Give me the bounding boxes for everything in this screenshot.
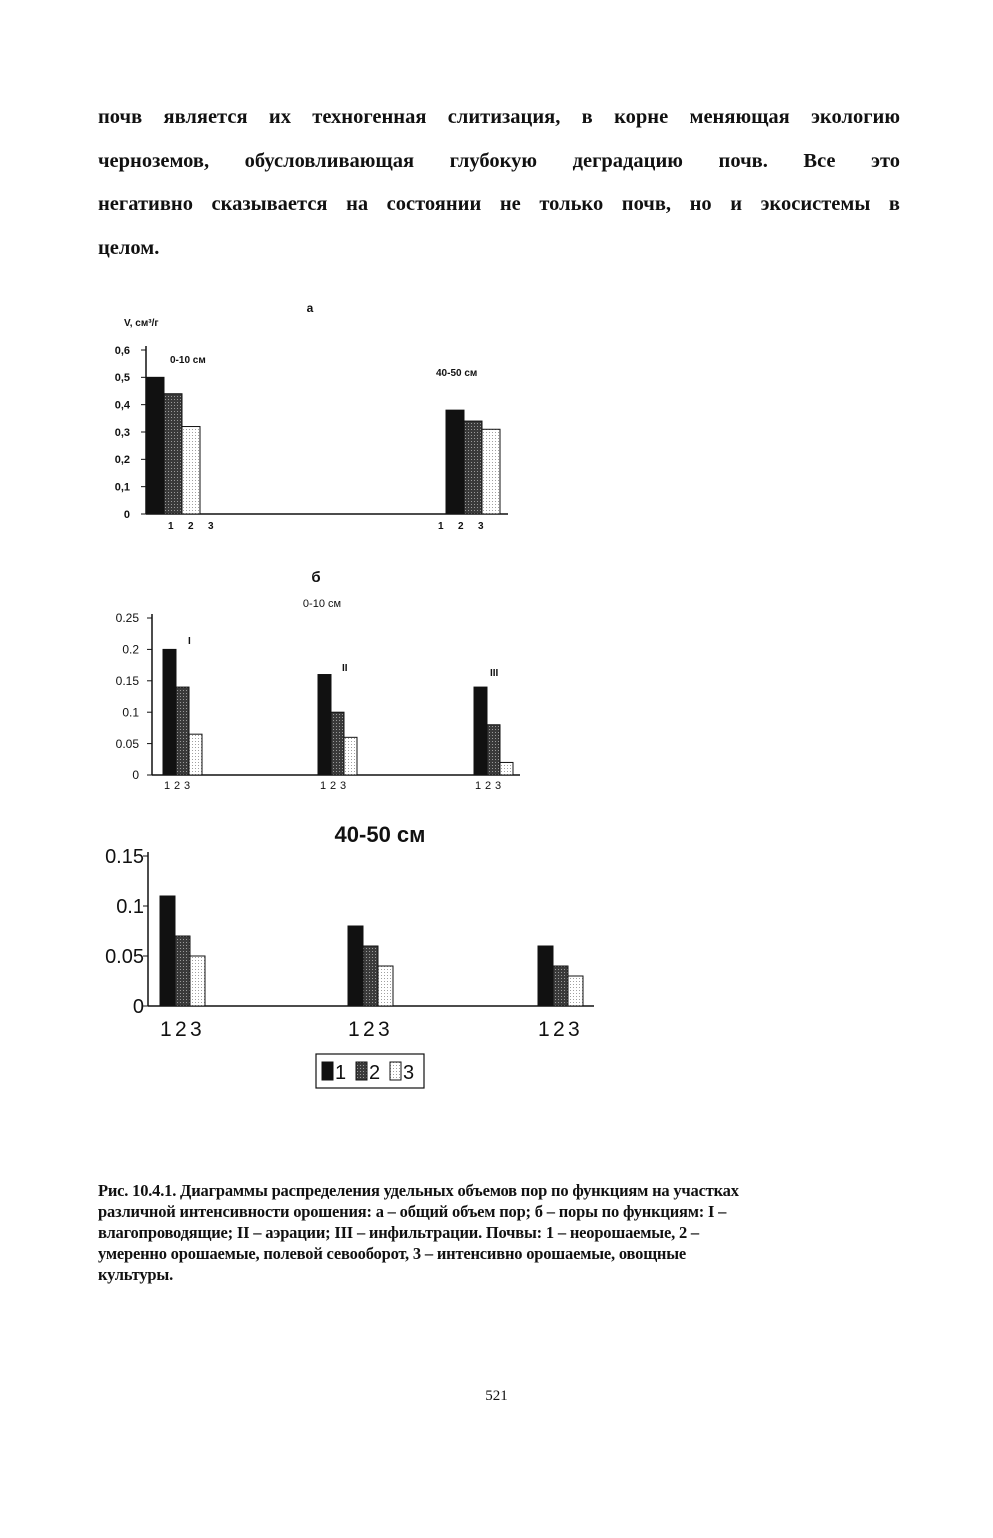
bar-series-2 (331, 712, 344, 775)
bar-series-1 (446, 410, 464, 514)
group-label: III (490, 668, 499, 679)
x-category-label: 2 (188, 521, 194, 532)
page-number: 521 (485, 1388, 508, 1404)
bar-series-3 (378, 966, 393, 1006)
bar-series-2 (176, 687, 189, 775)
group-label: 40-50 см (436, 368, 478, 379)
x-category-label: 2 (330, 780, 337, 792)
y-axis-label: V, см³/г (124, 318, 159, 329)
x-category-label: 2 (175, 1018, 187, 1041)
bar-series-3 (500, 762, 513, 775)
x-category-label: 2 (485, 780, 492, 792)
caption-line: различной интенсивности орошения: а – общий объем пор; б – поры по функциям: I – (98, 1202, 727, 1221)
y-tick-label: 0.25 (115, 611, 139, 626)
caption-line: влагопроводящие; II – аэрации; III – инфильтрации. Почвы: 1 – неорошаемые, 2 – (98, 1223, 699, 1242)
bar-series-3 (482, 429, 500, 514)
x-category-label: 2 (553, 1018, 565, 1041)
x-category-label: 1 (475, 780, 482, 792)
caption-line: культуры. (98, 1265, 173, 1284)
legend-swatch-2 (356, 1062, 367, 1080)
bar-series-2 (363, 946, 378, 1006)
chart-title: 40-50 см (334, 822, 426, 847)
legend-label: 1 (335, 1062, 347, 1084)
bar-series-1 (163, 649, 176, 775)
bar-series-1 (318, 675, 331, 775)
bar-series-3 (182, 427, 200, 514)
paragraph-line: почв является их техногенная слитизация, в корне меняющая экологию (98, 106, 900, 128)
group-label: II (342, 663, 348, 674)
bar-series-3 (190, 956, 205, 1006)
x-category-label: 3 (478, 521, 484, 532)
x-category-label: 1 (438, 521, 444, 532)
y-tick-label: 0.2 (122, 642, 139, 657)
chart-subtitle: 0-10 см (302, 598, 342, 610)
bar-series-1 (160, 896, 175, 1006)
x-category-label: 3 (208, 521, 214, 532)
x-category-label: 3 (495, 780, 502, 792)
bar-series-2 (175, 936, 190, 1006)
x-category-label: 1 (168, 521, 174, 532)
y-tick-label: 0 (132, 768, 139, 783)
y-tick-label: 0.1 (116, 896, 144, 918)
x-category-label: 3 (190, 1018, 202, 1041)
y-tick-label: 0,3 (114, 426, 130, 439)
bar-series-1 (146, 377, 164, 514)
y-tick-label: 0 (123, 508, 130, 521)
bar-series-2 (487, 725, 500, 775)
x-category-label: 3 (378, 1018, 390, 1041)
paragraph-line: черноземов, обусловливающая глубокую деградацию почв. Все это (98, 149, 900, 172)
y-tick-label: 0 (132, 996, 144, 1018)
x-category-label: 3 (340, 780, 347, 792)
y-tick-label: 0,1 (114, 481, 130, 494)
y-tick-label: 0,5 (114, 372, 130, 385)
legend-swatch-3 (390, 1062, 401, 1080)
paragraph-line: негативно сказывается на состоянии не только почв, но и экосистемы в (98, 193, 900, 215)
bar-series-1 (538, 946, 553, 1006)
x-category-label: 2 (458, 521, 464, 532)
bar-series-2 (164, 394, 182, 514)
group-label: 0-10 см (170, 355, 206, 366)
caption-line: умеренно орошаемые, полевой севооборот, 3 – интенсивно орошаемые, овощные (98, 1244, 687, 1263)
caption-line: Рис. 10.4.1. Диаграммы распределения удельных объемов пор по функциям на участках (98, 1181, 739, 1200)
bar-series-1 (348, 926, 363, 1006)
bar-series-1 (474, 687, 487, 775)
bar-series-3 (189, 734, 202, 775)
legend-label: 3 (403, 1062, 415, 1084)
y-tick-label: 0.1 (122, 705, 139, 720)
y-tick-label: 0,4 (114, 399, 130, 412)
x-category-label: 1 (538, 1018, 550, 1041)
y-tick-label: 0.15 (115, 674, 139, 688)
x-category-label: 2 (174, 780, 181, 792)
bar-series-2 (553, 966, 568, 1006)
legend-label: 2 (369, 1062, 381, 1084)
x-category-label: 1 (164, 780, 171, 792)
y-tick-label: 0.05 (105, 946, 144, 968)
x-category-label: 1 (320, 780, 327, 792)
bar-series-3 (568, 976, 583, 1006)
bar-series-3 (344, 737, 357, 775)
x-category-label: 1 (160, 1018, 172, 1041)
x-category-label: 1 (348, 1018, 360, 1041)
figure-caption (98, 1180, 898, 1285)
y-tick-label: 0.05 (115, 736, 139, 751)
x-category-label: 2 (363, 1018, 375, 1041)
y-tick-label: 0,2 (114, 454, 130, 467)
bar-series-2 (464, 421, 482, 514)
paragraph-line: целом. (98, 236, 160, 259)
x-category-label: 3 (184, 780, 191, 792)
chart-title: а (306, 301, 314, 315)
y-tick-label: 0.15 (105, 846, 144, 868)
chart-title: б (311, 569, 321, 586)
group-label: I (188, 636, 191, 647)
legend-swatch-1 (322, 1062, 333, 1080)
y-tick-label: 0,6 (114, 344, 130, 357)
x-category-label: 3 (568, 1018, 580, 1041)
